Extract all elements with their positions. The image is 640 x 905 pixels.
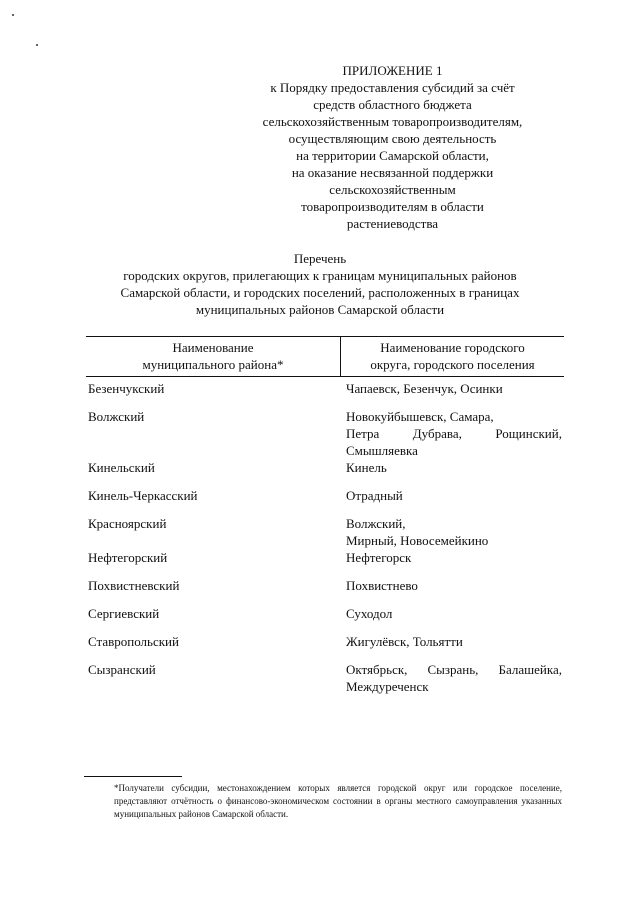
appendix-line: сельскохозяйственным товаропроизводителям,	[262, 114, 523, 129]
header-text: муниципального района*	[142, 357, 284, 372]
appendix-line: средств областного бюджета	[313, 97, 472, 112]
appendix-header	[230, 62, 555, 232]
appendix-line: товаропроизводителям в области	[301, 199, 484, 214]
district-name: Нефтегорский	[88, 550, 168, 565]
table-row	[88, 549, 564, 577]
settlement-text: Жигулёвск, Тольятти	[346, 634, 463, 649]
settlement-text: Мирный, Новосемейкино	[346, 533, 489, 548]
appendix-line: сельскохозяйственным	[329, 182, 456, 197]
list-subtitle-line: городских округов, прилегающих к границам муниципальных районов	[123, 268, 517, 283]
settlement-text: Чапаевск, Безенчук, Осинки	[346, 381, 503, 396]
list-subtitle-line: Самарской области, и городских поселений, расположенных в границах	[120, 285, 520, 300]
column-header-settlement	[341, 337, 565, 377]
appendix-line: осуществляющим свою деятельность	[288, 131, 497, 146]
header-text: Наименование городского	[380, 340, 525, 355]
settlement-cell	[346, 408, 562, 459]
district-name: Волжский	[88, 409, 145, 424]
settlement-text: Отрадный	[346, 488, 403, 503]
appendix-line: на территории Самарской области,	[296, 148, 489, 163]
settlement-text: Междуреченск	[346, 679, 429, 694]
settlement-cell	[346, 605, 562, 622]
settlement-cell	[346, 380, 562, 397]
settlement-text: Похвистнево	[346, 578, 418, 593]
list-heading: Перечень	[293, 251, 347, 266]
settlement-text	[346, 661, 562, 678]
settlement-cell	[346, 633, 562, 650]
settlement-text	[346, 425, 562, 442]
table-row	[88, 487, 564, 515]
column-header-district	[86, 337, 341, 377]
settlement-cell	[346, 577, 562, 594]
settlement-word: Балашейка,	[498, 662, 562, 677]
settlement-word: Сызрань,	[427, 662, 479, 677]
table-row	[88, 459, 564, 487]
settlement-text: Смышляевка	[346, 443, 418, 458]
table-row	[88, 380, 564, 408]
settlement-text: Кинель	[346, 460, 387, 475]
district-name: Кинельский	[88, 460, 155, 475]
settlement-cell	[346, 487, 562, 504]
appendix-line: на оказание несвязанной поддержки	[291, 165, 494, 180]
table-row	[88, 577, 564, 605]
appendix-line: растениеводства	[346, 216, 439, 231]
table-row	[88, 633, 564, 661]
settlement-cell	[346, 459, 562, 476]
list-title	[70, 250, 570, 318]
district-name: Сызранский	[88, 662, 156, 677]
settlement-cell	[346, 515, 562, 549]
table-row	[88, 605, 564, 633]
district-name: Ставропольский	[88, 634, 179, 649]
footnote-divider	[84, 776, 182, 777]
district-name: Сергиевский	[88, 606, 160, 621]
table-row	[88, 515, 564, 549]
district-name: Безенчукский	[88, 381, 165, 396]
header-text: Наименование	[172, 340, 254, 355]
settlement-word: Октябрьск,	[346, 662, 408, 677]
district-name: Красноярский	[88, 516, 167, 531]
settlement-text: Нефтегорск	[346, 550, 412, 565]
footnote-text: *Получатели субсидии, местонахождением которых является городской округ или городское поселение, представляют отчётность о финансово-экономическом состоянии в органы местного самоуправления указанных муниципальных районов Самарской области.	[114, 783, 562, 819]
settlement-text: Волжский,	[346, 516, 406, 531]
header-text: округа, городского поселения	[370, 357, 535, 372]
list-subtitle-line: муниципальных районов Самарской области	[195, 302, 445, 317]
appendix-line: к Порядку предоставления субсидий за счёт	[270, 80, 515, 95]
district-name: Кинель-Черкасский	[88, 488, 198, 503]
settlement-word: Петра	[346, 426, 380, 441]
scan-speck	[36, 44, 38, 46]
table-body	[88, 380, 564, 701]
settlement-word: Рощинский,	[495, 426, 562, 441]
settlement-cell	[346, 549, 562, 566]
district-name: Похвистневский	[88, 578, 180, 593]
table-row	[88, 408, 564, 459]
appendix-title: ПРИЛОЖЕНИЕ 1	[342, 63, 443, 78]
table-row	[88, 661, 564, 701]
settlement-word: Дубрава,	[412, 426, 462, 441]
settlement-text: Новокуйбышевск, Самара,	[346, 409, 494, 424]
settlement-text: Суходол	[346, 606, 393, 621]
table-header	[86, 336, 564, 377]
settlement-cell	[346, 661, 562, 695]
scan-speck	[12, 14, 14, 16]
footnote	[84, 782, 562, 821]
